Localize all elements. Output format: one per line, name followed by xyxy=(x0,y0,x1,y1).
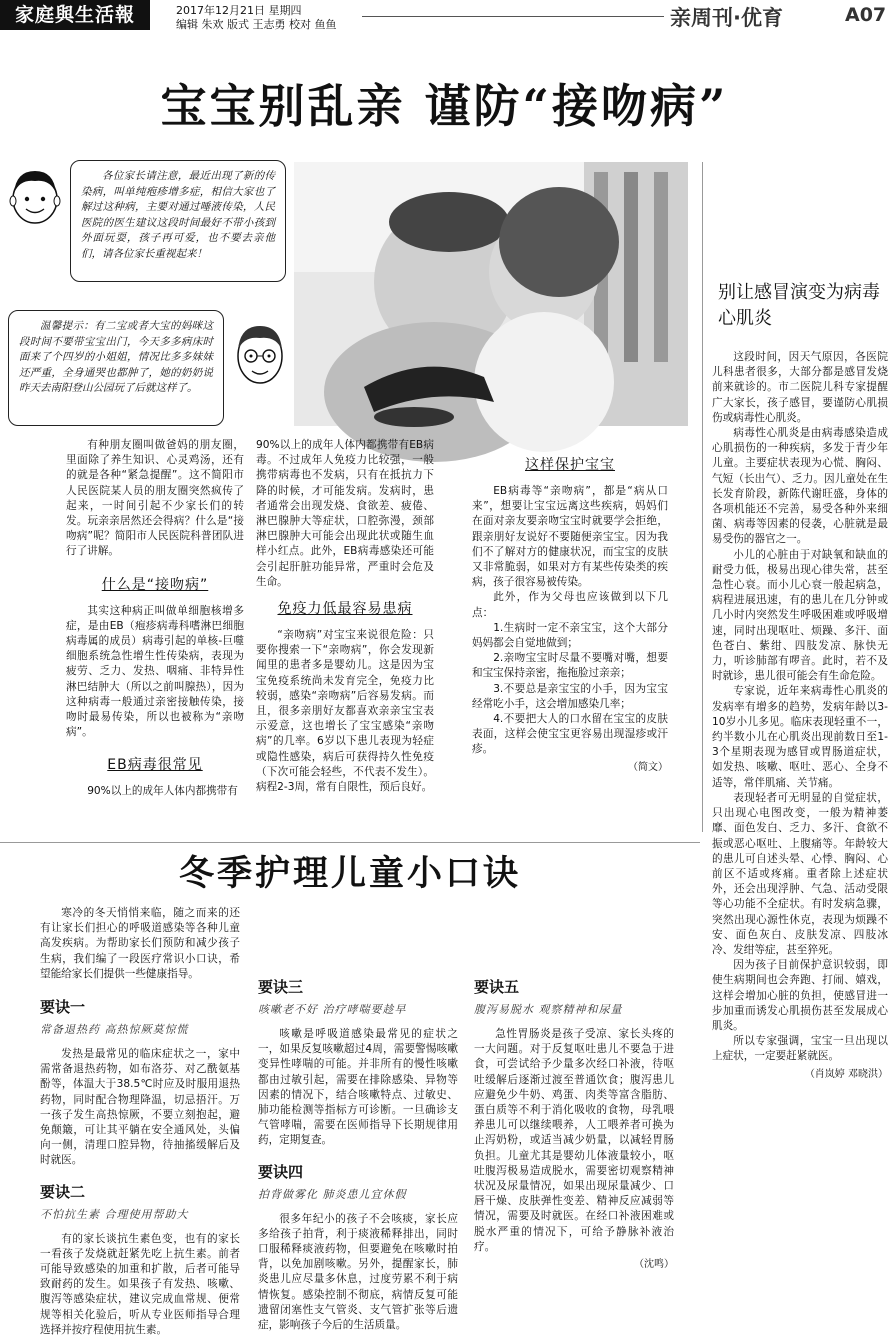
tip2-subtitle: 不怕抗生素 合理使用帮助大 xyxy=(40,1207,189,1221)
header-rule xyxy=(362,16,664,17)
protect-tip-4: 4.不要把大人的口水留在宝宝的皮肤表面，这样会使宝宝更容易出现湿疹或汗疹。 xyxy=(472,713,668,756)
article2-column xyxy=(712,280,888,1290)
article1-para-2-start: 90%以上的成年人体内都携带有 xyxy=(87,785,238,798)
article1-column-3 xyxy=(472,454,668,773)
article1-column-1 xyxy=(66,438,244,800)
section-name: 亲周刊·优育 xyxy=(670,6,783,30)
article2-author: （肖岚婷 邓晓洪） xyxy=(804,1068,888,1080)
article3-intro: 寒冷的冬天悄悄来临，随之而来的还有让家长们担心的呼吸道感染等各种儿童高发疾病。为帮助家长们预防和减少孩子生病，我们编了一段医疗常识小口诀，希望能给家长们提供一些健康指导。 xyxy=(40,907,240,980)
article3-rule xyxy=(0,842,700,843)
article2-title: 别让感冒演变为病毒心肌炎 xyxy=(718,282,880,329)
article1-para-4: EB病毒等“亲吻病”，都是“病从口来”，想要让宝宝远离这些疾病，妈妈们在面对亲友要亲吻宝宝时就要学会拒绝，跟亲朋好友说好不要随便亲宝宝。因为我们不了解对方的健康状况，而宝宝的皮肤又非常脆弱，如果对方有某些传染类的疾病，孩子很容易被传染。 xyxy=(472,485,668,589)
tip4-heading: 要诀四 xyxy=(258,1162,304,1181)
page-number: A07 xyxy=(845,4,887,26)
article2-para-1: 这段时间，因天气原因，各医院儿科患者很多，大部分都是感冒发烧前来就诊的。市二医院儿科专家提醒广大家长，孩子感冒，要谨防心肌损伤或病毒性心肌炎。 xyxy=(712,351,888,424)
newspaper-logo: 家庭與生活報 xyxy=(0,0,150,30)
notice-text: 各位家长请注意，最近出现了新的传染病，叫单纯疱疹增多症，相信大家也了解过这种病，主要对通过唾液传染，人民医院的医生建议这段时间最好不带小孩到外面玩耍，孩子再可爱，也不要去亲他们，请各位家长重视起来！ xyxy=(81,170,275,260)
speech-bubble-tip xyxy=(8,310,224,426)
speech-bubble-notice xyxy=(70,160,286,282)
tip5-heading: 要诀五 xyxy=(474,978,520,996)
article1-para-5: 此外，作为父母也应该做到以下几点： xyxy=(472,591,668,619)
tip3-heading: 要诀三 xyxy=(258,978,304,996)
subhead-eb-virus-common: EB病毒很常见 xyxy=(107,757,203,774)
cartoon-doctor-icon xyxy=(230,316,290,392)
article2-para-4: 专家说，近年来病毒性心肌炎的发病率有增多的趋势，发病年龄以3-10岁小儿多见。临床表现轻重不一，约半数小儿在心肌炎出现前数日至1-3个星期表现为感冒或胃肠道症状，如发热、咳嗽、呕吐、恶心、全身不适等，常伴肌痛、关节痛。 xyxy=(712,685,888,789)
tip1-body: 发热是最常见的临床症状之一，家中需常备退热药物，如布洛芬、对乙酰氨基酚等，体温大于38.5℃时应及时服用退热药物，同时配合物理降温，切忌捂汗。万一孩子发生高热惊厥，不要立刻抱起，避免颠簸，可让其平躺在安全通风处，头偏向一侧，清理口腔异物，待抽搐缓解后及时就医。 xyxy=(40,1048,240,1167)
column-divider xyxy=(702,162,703,832)
headline-kissing-disease: 宝宝别乱亲 谨防“接吻病” xyxy=(160,79,729,133)
article3-column-1 xyxy=(40,906,240,1336)
tip4-subtitle: 拍背做雾化 肺炎患儿宜休假 xyxy=(258,1187,407,1201)
cartoon-boy-icon xyxy=(6,163,64,229)
photo-children-kissing xyxy=(294,162,688,426)
article1-para-2: 90%以上的成年人体内都携带有EB病毒。不过成年人免疫力比较强，一般携带病毒也不发病，只有在抵抗力下降的时候，才可能发病。发病时，患者通常会出现发烧、食欲差、疲倦、淋巴腺肿大等症状，口腔弥漫，颈部淋巴腺肿大可能会出现此状或随生血样小红点。此外，EB病毒感染还可能会引起肝脏功能异常，严重时会危及生命。 xyxy=(256,439,434,588)
tip4-body: 很多年纪小的孩子不会咳痰，家长应多给孩子拍背，利于痰液稀释排出，同时口服稀释痰液药物，但要避免在咳嗽时拍背，以免加剧咳嗽。另外，提醒家长，肺炎患儿应尽量多休息，过度劳累不利于病情恢复。感染控制不彻底，病情反复可能遗留闭塞性支气管炎、支气管扩张等后遗症，影响孩子今后的生活质量。 xyxy=(258,1212,458,1332)
article3-column-3 xyxy=(474,906,674,1294)
article3-author: （沈鸣） xyxy=(634,1259,674,1271)
tip5-body: 急性胃肠炎是孩子受凉、家长头疼的一大问题。对于反复呕吐患儿不要急于进食，可尝试给予少量多次经口补液，待呕吐缓解后逐渐过渡至普通饮食；腹泻患儿应避免少牛奶、鸡蛋、肉类等富含脂肪、蛋白质等不利于消化吸收的食物，母乳喂养患儿可以继续喂养，人工喂养者可换为止泻奶粉，或适当减少奶量，以减轻胃肠负担。儿童尤其是婴幼儿体液量较小，呕吐腹泻极易造成脱水，需要密切观察精神状况及尿量情况，如果出现尿量减少、口唇干燥、皮肤弹性变差、精神反应减弱等情况，需要及时就医。在经口补液困难或脱水严重的情况下，可给予静脉补液治疗。 xyxy=(474,1028,674,1253)
article3-column-2 xyxy=(258,906,458,1332)
tip2-body: 有的家长谈抗生素色变，也有的家长一看孩子发烧就赶紧先吃上抗生素。前者可能导致感染的加重和扩散，后者可能导致耐药的发生。如果孩子有发热、咳嗽、腹泻等感染症状，建议完成血常规、便常规等相关化验后，听从专业医师指导合理选择并按疗程使用抗生素。 xyxy=(40,1232,240,1336)
staff-credits: 编辑 朱欢 版式 王志勇 校对 鱼鱼 xyxy=(176,18,337,31)
article1-para-3: “亲吻病”对宝宝来说很危险：只要你搜索一下“亲吻病”，你会发现新闻里的患者多是婴幼儿。这是因为宝宝免疫系统尚未发育完全，免疫力比较弱，感染“亲吻病”后容易发病。而且，很多亲朋好友都喜欢亲亲宝宝表示爱意，这也增长了宝宝感染“亲吻病”的几率。6岁以下患儿表现为轻症或隐性感染，病后可获得持久性免疫（下次可能会轻些，不代表不发生）。病程2-3周，常有自限性，预后良好。 xyxy=(256,629,434,794)
article2-para-7: 所以专家强调，宝宝一旦出现以上症状，一定要赶紧就医。 xyxy=(712,1035,888,1063)
article1-column-2 xyxy=(256,438,434,838)
headline-winter-care: 冬季护理儿童小口诀 xyxy=(178,853,521,894)
masthead xyxy=(0,0,889,34)
article2-para-6: 因为孩子目前保护意识较弱，即使生病期间也会奔跑、打闹、嬉戏，这样会增加心脏的负担，使感冒进一步加重而诱发心肌损伤甚至发展成心肌炎。 xyxy=(712,959,888,1032)
tip1-heading: 要诀一 xyxy=(40,998,86,1017)
article1-intro: 有种朋友圈叫做爸妈的朋友圈，里面除了养生知识、心灵鸡汤，还有的就是各种“紧急提醒”。这不简阳市人民医院某人员的朋友圈突然疯传了起来，一时间引起不少家长们的转发。玩亲亲居然还会得病？什么是“接吻病”呢？简阳市人民医院科普团队进行了讲解。 xyxy=(66,439,244,558)
article1-author: （简文） xyxy=(628,761,668,773)
tip3-body: 咳嗽是呼吸道感染最常见的症状之一，如果反复咳嗽超过4周，需要警惕咳嗽变异性哮喘的可能。并非所有的慢性咳嗽都由过敏引起，需要在排除感染、异物等因素的情况下，结合咳嗽特点、过敏史、肺功能检测等指标方可诊断。一旦确诊支气管哮喘，需要在医师指导下长期规律用药，定期复查。 xyxy=(258,1028,458,1147)
tip3-subtitle: 咳嗽老不好 治疗哮喘要趁早 xyxy=(258,1003,407,1016)
issue-date: 2017年12月21日 星期四 xyxy=(176,4,302,17)
tip1-subtitle: 常备退热药 高热惊厥莫惊慌 xyxy=(40,1023,189,1037)
article2-para-5: 表现轻者可无明显的自觉症状，只出现心电图改变，一般为精神萎靡、面色发白、乏力、多汗、食欲不振或恶心呕吐、上腹痛等。年龄较大的患儿可自述头晕、心悸、胸闷、心前区不适或疼痛。重者除上述症状外，还会出现浮肿、气急、活动受限等心功能不全症状。有时发病急骤，突然出现心源性休克，表现为烦躁不安、面色灰白、皮肤发凉、四肢冰冷、发绀等症，甚至猝死。 xyxy=(712,791,888,956)
tip5-subtitle: 腹泻易脱水 观察精神和尿量 xyxy=(474,1003,623,1016)
subhead-what-is-kissing-disease: 什么是“接吻病” xyxy=(101,576,209,593)
article2-para-2: 病毒性心肌炎是由病毒感染造成心肌损伤的一种疾病，多发于青少年儿童。主要症状表现为心慌、胸闷、气短（长出气）、乏力。因儿童处在生长发育阶段，新陈代谢旺盛，身体的各项机能还不完善，易受各种外来细菌、病毒等因素的侵袭，心脏就是最易受伤的器官之一。 xyxy=(712,427,888,546)
article1-para-1: 其实这种病正叫做单细胞核增多症，是由EB（疱疹病毒科嗜淋巴细胞病毒属的成员）病毒引起的单核-巨噬细胞系统急性增生性传染病，表现为疲劳、乏力、发热、咽痛、非特异性淋巴结肿大（所以之前叫腺热），因为这种病毒一般通过亲密接触传染，接吻时最易传染，所以也被称为“亲吻病”。 xyxy=(66,604,244,739)
subhead-low-immunity: 免疫力低最容易患病 xyxy=(277,601,413,617)
subhead-protect-baby: 这样保护宝宝 xyxy=(525,457,615,473)
protect-tip-2: 2.亲吻宝宝时尽量不要嘴对嘴，想要和宝宝保持亲密，拖拖脸过亲亲； xyxy=(472,652,668,680)
article2-para-3: 小儿的心脏由于对缺氧和缺血的耐受力低，极易出现心律失常，甚至急性心衰。而小儿心衰一般起病急，病程进展迅速，有的患儿在几分钟或几小时内突然发生呼吸困难或呼吸增速，同时出现呕吐、烦躁、多汗、面色苍白、紫绀、四肢发凉、脉快无力，听诊肺部有啰音。此时，若不及时就诊，患儿很可能会有生命危险。 xyxy=(712,548,888,683)
protect-tip-1: 1.生病时一定不亲宝宝，这个大部分妈妈都会自觉地做到； xyxy=(472,621,668,650)
tip-text: 温馨提示：有二宝或者大宝的妈咪这段时间不要带宝宝出门，今天多多病床时面来了个四岁的小姐姐，情况比多多妹妹还严重，全身通哭也都肿了，她的奶奶说昨天去南阳登山公园玩了后就这样了。 xyxy=(19,320,213,394)
tip2-heading: 要诀二 xyxy=(40,1182,86,1201)
protect-tip-3: 3.不要总是亲宝宝的小手，因为宝宝经常吃小手，这会增加感染几率； xyxy=(472,682,668,710)
